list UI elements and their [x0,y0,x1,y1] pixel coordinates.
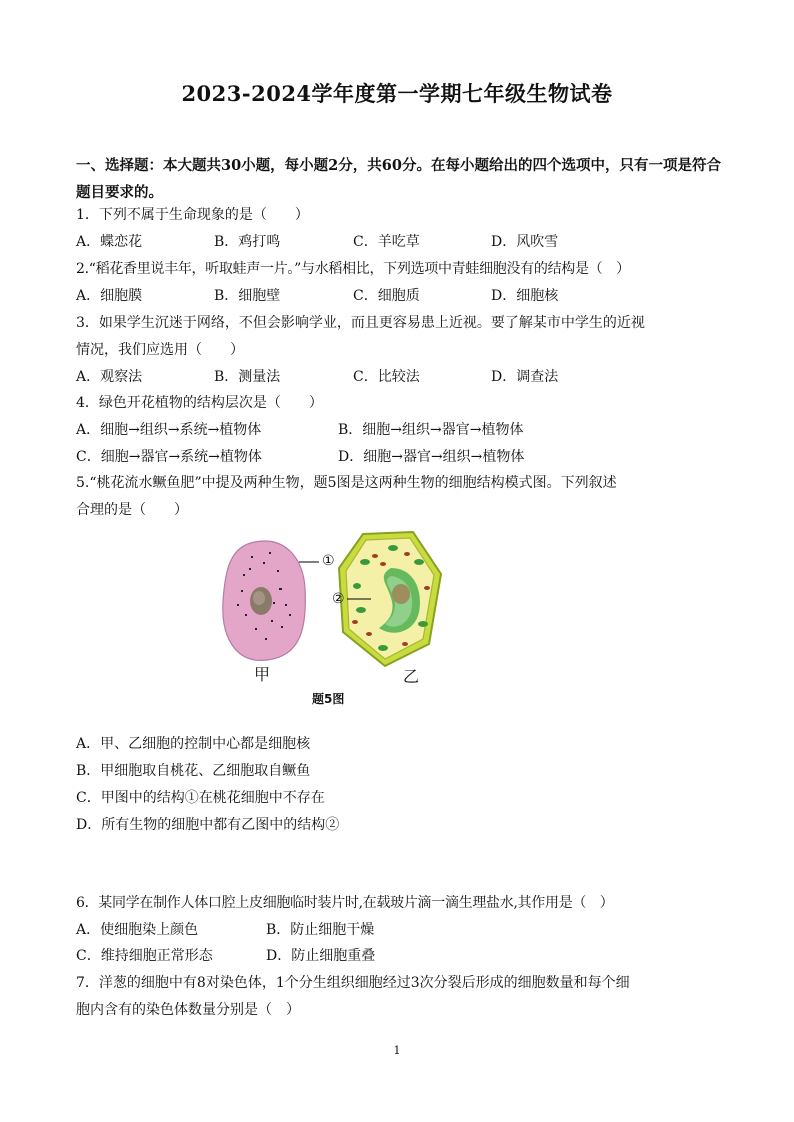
q6-option-d: D．防止细胞重叠 [266,948,376,964]
q3-option-c: C．比较法 [353,369,420,385]
q4-option-a: A．细胞→组织→系统→植物体 [76,422,262,438]
q4-option-d: D．细胞→器官→组织→植物体 [338,449,525,465]
q6-option-b: B．防止细胞干燥 [266,922,375,938]
figure-cell-b-label: 乙 [403,667,420,686]
q1-option-c: C．羊吃草 [353,234,420,250]
q7-stem-line1: 7．洋葱的细胞中有8对染色体，1个分生组织细胞经过3次分裂后形成的细胞数量和每个细 [76,975,630,991]
q6-option-a: A．使细胞染上颜色 [76,922,199,938]
q5-option-b: B．甲细胞取自桃花、乙细胞取自鳜鱼 [76,763,311,779]
q3-option-a: A．观察法 [76,369,143,385]
animal-cell [223,541,306,660]
exam-title: 2023-2024学年度第一学期七年级生物试卷 [181,81,613,106]
q2-option-d: D．细胞核 [491,288,559,304]
figure-caption: 题5图 [312,692,345,706]
q6-option-c: C．维持细胞正常形态 [76,948,213,964]
q4-options-row1 [76,419,726,441]
q4-option-b: B．细胞→组织→器官→植物体 [338,422,524,438]
q5-stem-line2: 合理的是（ ） [76,502,188,518]
q2-stem: 2.“稻花香里说丰年，听取蛙声一片。”与水稻相比，下列选项中青蛙细胞没有的结构是（ ） [76,261,630,277]
q4-options-row2 [76,446,726,468]
q7-stem-line2: 胞内含有的染色体数量分别是（ ） [76,1002,300,1018]
q3-stem-line1: 3．如果学生沉迷于网络，不但会影响学业，而且更容易患上近视。要了解某市中学生的近视 [76,315,645,331]
q1-stem: 1．下列不属于生命现象的是（ ） [76,207,309,223]
q2-option-c: C．细胞质 [353,288,420,304]
q6-stem: 6．某同学在制作人体口腔上皮细胞临时装片时,在载玻片滴一滴生理盐水,其作用是（ ） [76,895,614,911]
q2-option-a: A．细胞膜 [76,288,143,304]
q1-option-a: A．蝶恋花 [76,234,143,250]
q5-option-c: C．甲图中的结构①在桃花细胞中不存在 [76,790,325,806]
figure-label-1: ① [322,553,335,569]
q5-stem-line1: 5.“桃花流水鳜鱼肥”中提及两种生物，题5图是这两种生物的细胞结构模式图。下列叙述 [76,475,617,491]
page-number: 1 [393,1044,401,1057]
figure-label-2: ② [332,591,345,607]
q1-option-d: D．风吹雪 [491,234,559,250]
q6-options-row2 [76,945,726,967]
q2-options [76,285,726,307]
q3-option-b: B．测量法 [214,369,281,385]
q1-option-b: B．鸡打鸣 [214,234,281,250]
q4-stem: 4．绿色开花植物的结构层次是（ ） [76,395,323,411]
q3-option-d: D．调查法 [491,369,559,385]
q4-option-c: C．细胞→器官→系统→植物体 [76,449,262,465]
q6-options-row1 [76,919,726,941]
q5-option-d: D．所有生物的细胞中都有乙图中的结构② [76,817,340,833]
q1-options [76,231,726,253]
section-heading: 一、选择题：本大题共30小题，每小题2分，共60分。在每小题给出的四个选项中，只有一项是符合题目要求的。 [76,157,721,201]
q5-option-a: A．甲、乙细胞的控制中心都是细胞核 [76,736,311,752]
figure-cell-a-label: 甲 [254,665,271,684]
q3-stem-line2: 情况，我们应选用（ ） [76,342,244,358]
q3-options [76,366,726,388]
q2-option-b: B．细胞壁 [214,288,281,304]
